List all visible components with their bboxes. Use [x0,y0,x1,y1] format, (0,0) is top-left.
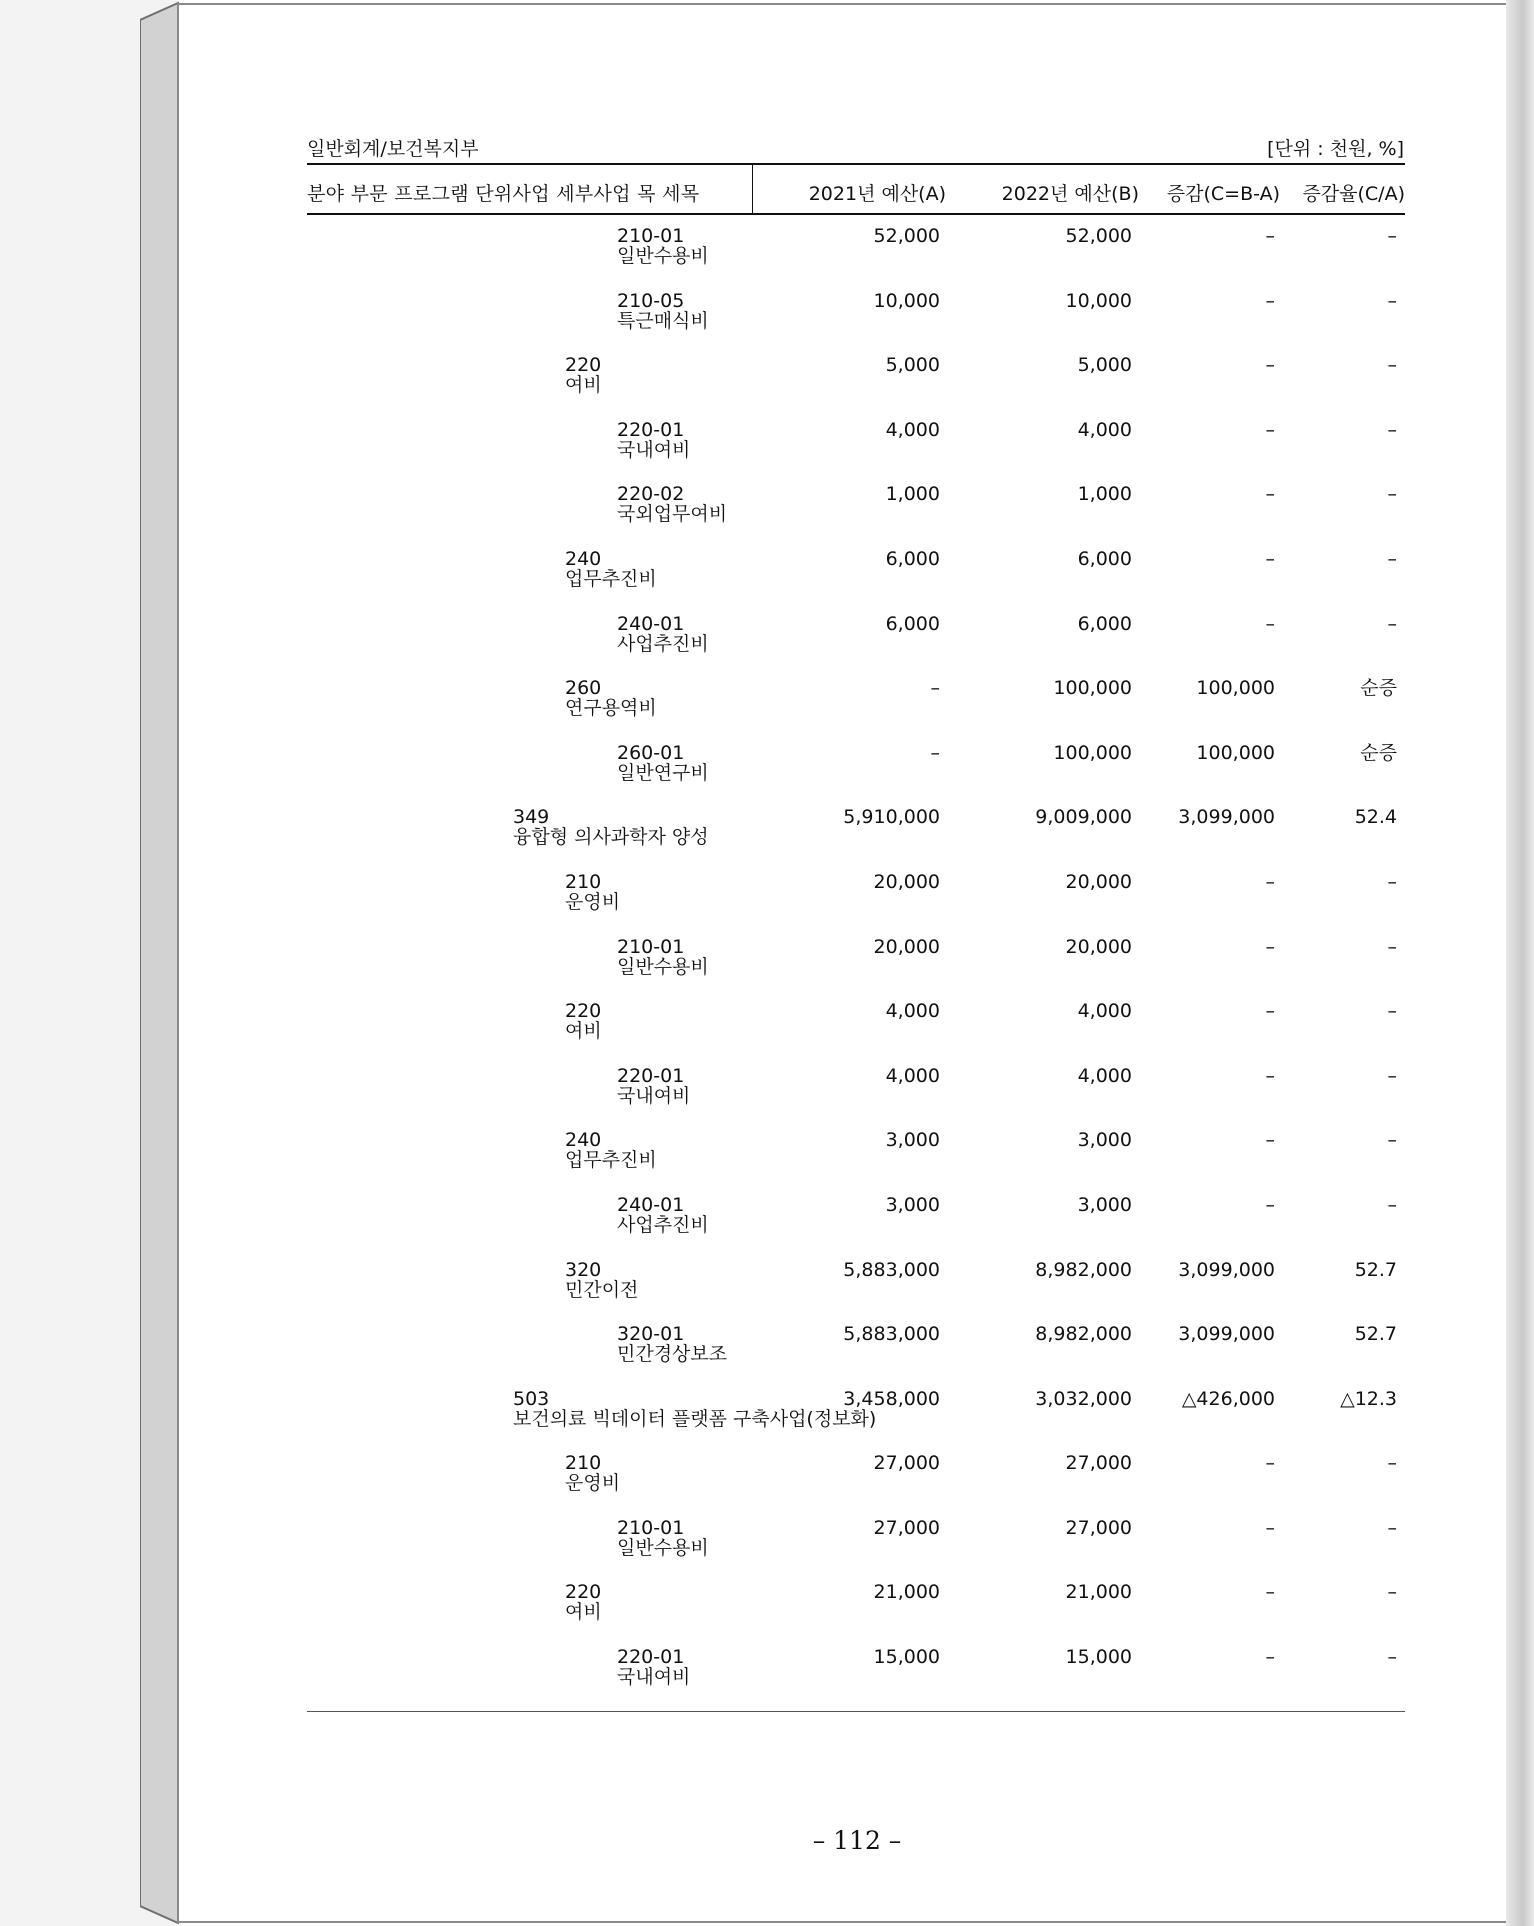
row-code: 210-01 [617,225,685,247]
row-name: 여비 [565,1601,602,1624]
change-rate-cell: – [1387,870,1397,893]
change-cell: 100,000 [1196,741,1275,764]
budget-2022-cell: 4,000 [1077,1064,1132,1087]
row-label [617,291,709,331]
row-label [617,1647,690,1687]
budget-2021-cell: 21,000 [873,1581,940,1604]
change-cell: – [1265,1646,1275,1669]
change-rate-cell: – [1387,1452,1397,1475]
row-code: 210 [565,1452,602,1475]
table-row [0,1258,1534,1323]
row-code: 220 [565,1000,602,1023]
table-bottom-rule [307,1711,1405,1712]
row-name: 여비 [565,1020,602,1043]
change-rate-cell: – [1387,1000,1397,1023]
change-cell: – [1265,354,1275,377]
change-cell: – [1265,1581,1275,1604]
table-row [0,1580,1534,1645]
budget-2022-cell: 3,000 [1077,1193,1132,1216]
row-label [513,807,709,847]
budget-2021-cell: 3,458,000 [843,1387,940,1410]
row-name: 특근매식비 [617,309,709,332]
header-column-divider [752,165,753,214]
column-header-change-rate: 증감율(C/A) [1302,183,1405,205]
column-header-2021-budget: 2021년 예산(A) [808,183,946,205]
budget-2021-cell: 6,000 [885,547,940,570]
row-name: 연구용역비 [565,697,657,720]
budget-2022-cell: 15,000 [1065,1646,1132,1669]
budget-2022-cell: 8,982,000 [1035,1258,1132,1281]
row-name: 융합형 의사과학자 양성 [513,826,709,849]
budget-2021-cell: 20,000 [873,870,940,893]
row-code: 240 [565,547,602,570]
unit-label: [단위 : 천원, %] [1267,138,1404,160]
row-name: 국외업무여비 [617,503,728,526]
row-code: 220-02 [617,483,685,506]
row-name: 업무추진비 [565,1149,657,1172]
row-code: 260-01 [617,741,685,764]
change-cell: 3,099,000 [1178,806,1275,829]
change-rate-cell: – [1387,1129,1397,1152]
row-label [565,1453,620,1493]
budget-2021-cell: 15,000 [873,1646,940,1669]
row-label [617,1324,727,1364]
table-header-rule [307,213,1405,215]
column-header-2022-budget: 2022년 예산(B) [1001,183,1139,205]
change-rate-cell: △12.3 [1340,1387,1397,1410]
row-name: 여비 [565,374,602,397]
row-name: 일반수용비 [617,955,709,978]
row-label [565,1001,602,1041]
change-rate-cell: – [1387,612,1397,635]
change-rate-cell: – [1387,547,1397,570]
budget-2021-cell: 6,000 [885,612,940,635]
row-code: 260 [565,677,602,700]
change-cell: – [1265,547,1275,570]
change-cell: – [1265,483,1275,506]
row-name: 사업추진비 [617,632,709,655]
budget-2021-cell: 10,000 [873,289,940,312]
row-code: 220-01 [617,1064,685,1087]
budget-2021-cell: 4,000 [885,1000,940,1023]
table-row [0,482,1534,547]
row-label [565,1582,602,1622]
change-cell: – [1265,1193,1275,1216]
table-row [0,289,1534,354]
change-rate-cell: – [1387,1646,1397,1669]
row-name: 운영비 [565,1472,621,1495]
row-label [617,1195,709,1235]
row-label [617,420,690,460]
budget-2022-cell: 3,032,000 [1035,1387,1132,1410]
row-name: 국내여비 [617,1084,691,1107]
row-name: 일반수용비 [617,1536,709,1559]
budget-2022-cell: 4,000 [1077,418,1132,441]
change-rate-cell: 52.4 [1354,806,1397,829]
row-name: 국내여비 [617,438,691,461]
change-cell: – [1265,418,1275,441]
row-name: 국내여비 [617,1666,691,1689]
budget-2022-cell: 5,000 [1077,354,1132,377]
budget-2021-cell: 1,000 [885,483,940,506]
change-rate-cell: 52.7 [1354,1323,1397,1346]
budget-2022-cell: 6,000 [1077,612,1132,635]
change-cell: – [1265,1129,1275,1152]
row-code: 220 [565,354,602,377]
change-cell: – [1265,935,1275,958]
table-row [0,1193,1534,1258]
budget-2022-cell: 20,000 [1065,935,1132,958]
budget-2021-cell: 5,883,000 [843,1323,940,1346]
change-rate-cell: – [1387,1516,1397,1539]
row-label [617,1518,709,1558]
budget-2021-cell: 52,000 [873,225,940,247]
change-rate-cell: – [1387,1193,1397,1216]
budget-2021-cell: 4,000 [885,1064,940,1087]
budget-2022-cell: 100,000 [1053,741,1132,764]
row-code: 320 [565,1258,602,1281]
budget-2022-cell: 10,000 [1065,289,1132,312]
row-code: 240 [565,1129,602,1152]
row-label [617,614,709,654]
table-row [0,676,1534,741]
budget-table-body [0,224,1534,1710]
change-rate-cell: – [1387,289,1397,312]
row-label [565,1130,657,1170]
budget-2022-cell: 3,000 [1077,1129,1132,1152]
table-row [0,418,1534,483]
change-rate-cell: 52.7 [1354,1258,1397,1281]
table-row [0,805,1534,870]
budget-2021-cell: 27,000 [873,1452,940,1475]
column-header-classification: 분야 부문 프로그램 단위사업 세부사업 목 세목 [307,183,700,205]
page-number: – 112 – [812,1826,902,1855]
table-row [0,1451,1534,1516]
budget-2022-cell: 1,000 [1077,483,1132,506]
budget-2021-cell: 5,000 [885,354,940,377]
row-label [565,872,620,912]
change-rate-cell: 순증 [1360,741,1397,764]
budget-2021-cell: 4,000 [885,418,940,441]
change-cell: 3,099,000 [1178,1323,1275,1346]
budget-2021-cell: 20,000 [873,935,940,958]
budget-2022-cell: 20,000 [1065,870,1132,893]
table-row [0,224,1534,289]
row-code: 210-01 [617,1516,685,1539]
budget-2021-cell: – [930,677,940,700]
row-code: 210-01 [617,935,685,958]
change-cell: 3,099,000 [1178,1258,1275,1281]
table-row [0,1516,1534,1581]
row-name: 업무추진비 [565,567,657,590]
row-label [617,226,709,266]
change-cell: – [1265,225,1275,247]
table-row [0,1064,1534,1129]
table-row [0,547,1534,612]
row-code: 220-01 [617,1646,685,1669]
budget-2021-cell: 3,000 [885,1193,940,1216]
row-code: 240-01 [617,612,685,635]
account-title: 일반회계/보건복지부 [307,138,479,160]
budget-2022-cell: 21,000 [1065,1581,1132,1604]
change-cell: – [1265,1452,1275,1475]
row-code: 210 [565,870,602,893]
budget-2021-cell: 5,910,000 [843,806,940,829]
table-row [0,1387,1534,1452]
row-name: 일반연구비 [617,761,709,784]
row-code: 220 [565,1581,602,1604]
change-rate-cell: – [1387,935,1397,958]
row-label [617,484,727,524]
budget-2022-cell: 27,000 [1065,1452,1132,1475]
row-label [617,743,709,783]
table-row [0,1128,1534,1193]
budget-2022-cell: 9,009,000 [1035,806,1132,829]
budget-2021-cell: – [930,741,940,764]
budget-2021-cell: 27,000 [873,1516,940,1539]
change-rate-cell: – [1387,1581,1397,1604]
change-rate-cell: 순증 [1360,677,1397,700]
page-bottom-border [176,1921,1506,1923]
row-code: 349 [513,806,550,829]
table-row [0,741,1534,806]
row-code: 220-01 [617,418,685,441]
row-label [565,678,657,718]
table-row [0,935,1534,1000]
budget-2022-cell: 27,000 [1065,1516,1132,1539]
row-name: 사업추진비 [617,1213,709,1236]
row-name: 일반수용비 [617,245,709,267]
row-label [617,937,709,977]
budget-2022-cell: 4,000 [1077,1000,1132,1023]
table-top-rule [307,163,1405,165]
table-row [0,612,1534,677]
table-row [0,1322,1534,1387]
change-cell: – [1265,612,1275,635]
budget-2022-cell: 6,000 [1077,547,1132,570]
budget-2022-cell: 100,000 [1053,677,1132,700]
budget-2022-cell: 8,982,000 [1035,1323,1132,1346]
change-rate-cell: – [1387,483,1397,506]
change-rate-cell: – [1387,354,1397,377]
budget-2022-cell: 52,000 [1065,225,1132,247]
change-cell: – [1265,870,1275,893]
change-cell: – [1265,1064,1275,1087]
table-row [0,353,1534,418]
change-cell: 100,000 [1196,677,1275,700]
table-row [0,1645,1534,1710]
budget-2021-cell: 5,883,000 [843,1258,940,1281]
row-label [565,355,602,395]
row-name: 운영비 [565,890,621,913]
change-cell: – [1265,1000,1275,1023]
change-cell: – [1265,289,1275,312]
table-row [0,870,1534,935]
change-rate-cell: – [1387,1064,1397,1087]
row-label [617,1066,690,1106]
row-code: 320-01 [617,1323,685,1346]
change-rate-cell: – [1387,225,1397,247]
row-name: 보건의료 빅데이터 플랫폼 구축사업(정보화) [513,1407,877,1430]
row-name: 민간이전 [565,1278,639,1301]
row-name: 민간경상보조 [617,1343,728,1366]
row-label [565,549,657,589]
row-code: 210-05 [617,289,685,312]
row-code: 503 [513,1387,550,1410]
change-cell: △426,000 [1181,1387,1275,1410]
table-row [0,999,1534,1064]
change-cell: – [1265,1516,1275,1539]
row-code: 240-01 [617,1193,685,1216]
column-header-change: 증감(C=B-A) [1166,183,1280,205]
page-top-border [176,3,1506,5]
change-rate-cell: – [1387,418,1397,441]
budget-2021-cell: 3,000 [885,1129,940,1152]
row-label [565,1260,638,1300]
